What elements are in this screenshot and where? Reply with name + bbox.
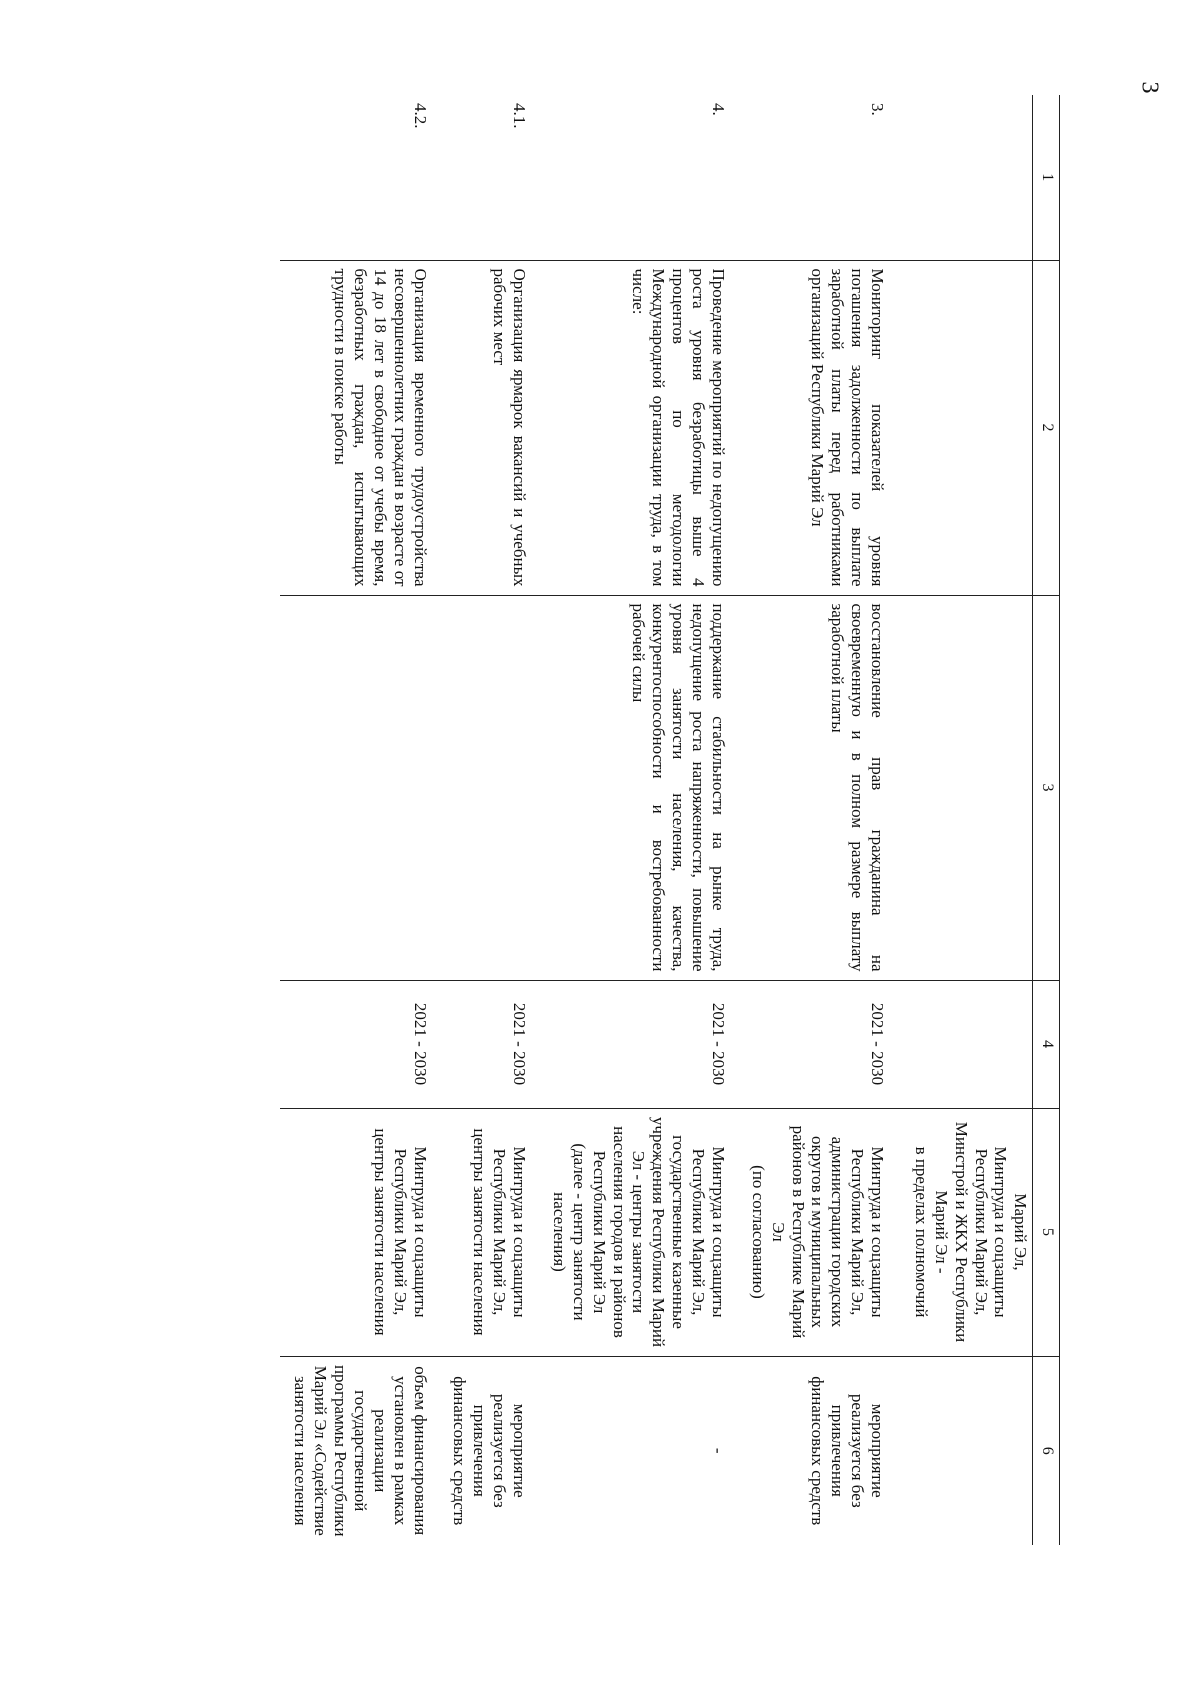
row-number: 4.2. xyxy=(410,103,430,129)
column-header: 2 xyxy=(1033,260,1060,595)
rotated-table-wrapper xyxy=(180,95,1060,1545)
row-number: 3. xyxy=(868,103,888,116)
column-header: 3 xyxy=(1033,595,1060,980)
measure-cell: Организация временного трудоустройства несовершеннолетних граждан в возрасте от 14 до 18 лет в свободное от учебы время, безработных граждан, испытывающих трудности в поиске работы xyxy=(280,260,439,595)
table-row xyxy=(897,95,1033,1545)
period-cell: 2021 - 2030 xyxy=(539,980,738,1108)
column-header-row xyxy=(1033,95,1060,1545)
executors-line: Минтруда и соцзащиты Республики Марий Эл, центры занятости населения xyxy=(370,1128,430,1336)
column-header: 1 xyxy=(1033,95,1060,260)
executors-cell xyxy=(440,1108,540,1356)
executors-cell xyxy=(280,1108,439,1356)
row-number: 4.1. xyxy=(510,103,530,129)
financing-cell: - xyxy=(539,1356,738,1545)
measures-table xyxy=(280,95,1060,1545)
period-cell: 2021 - 2030 xyxy=(280,980,439,1108)
row-number: 4. xyxy=(708,103,728,116)
period-cell: 2021 - 2030 xyxy=(440,980,540,1108)
column-header: 4 xyxy=(1033,980,1060,1108)
table-row xyxy=(440,95,540,1545)
row-number xyxy=(897,95,1033,260)
executors-line: Марий Эл, Минтруда и соцзащиты Республики Марий Эл, Минстрой и ЖКХ Республики Марий Эл - в пределах полномочий xyxy=(911,1121,1031,1343)
financing-cell xyxy=(897,1356,1033,1545)
table-row xyxy=(738,95,897,1545)
result-cell xyxy=(897,595,1033,980)
result-cell xyxy=(280,595,439,980)
measure-cell: Мониторинг показателей уровня погашения задолженности по выплате заработной платы перед работниками организаций Республики Марий Эл xyxy=(738,260,897,595)
column-header: 6 xyxy=(1033,1356,1060,1545)
measure-cell: Проведение мероприятий по недопущению роста уровня безработицы выше 4 процентов по методологии Международной организации труда, в том числе: xyxy=(539,260,738,595)
table-row xyxy=(539,95,738,1545)
financing-cell: мероприятие реализуется без привлечения финансовых средств xyxy=(738,1356,897,1545)
executors-cell xyxy=(897,1108,1033,1356)
table-row xyxy=(280,95,439,1545)
executors-line: Минтруда и соцзащиты Республики Марий Эл, центры занятости населения xyxy=(470,1128,530,1336)
financing-cell: мероприятие реализуется без привлечения финансовых средств xyxy=(440,1356,540,1545)
page-number: 3 xyxy=(1136,81,1163,94)
financing-cell: объем финансирования установлен в рамках реализации государственной программы Республики Марий Эл «Содействие занятости населения xyxy=(280,1356,439,1545)
result-cell: поддержание стабильности на рынке труда, недопущение роста напряженности, повышение уровня занятости населения, качества, конкурентоспособности и востребованности рабочей силы xyxy=(539,595,738,980)
result-cell: восстановление прав гражданина на своевременную и в полном размере выплату заработной платы xyxy=(738,595,897,980)
executors-line: Минтруда и соцзащиты Республики Марий Эл, государственные казенные учреждения Республики Марий Эл - центры занятости населения городов и районов Республики Марий Эл (далее - центр занятости населения) xyxy=(549,1116,728,1348)
result-cell xyxy=(440,595,540,980)
period-cell xyxy=(897,980,1033,1108)
executors-line: Минтруда и соцзащиты Республики Марий Эл, администрации городских округов и муниципальных районов в Республике Марий Эл (по согласованию) xyxy=(748,1125,888,1339)
executors-cell xyxy=(539,1108,738,1356)
executors-cell xyxy=(738,1108,897,1356)
column-header: 5 xyxy=(1033,1108,1060,1356)
period-cell: 2021 - 2030 xyxy=(738,980,897,1108)
measure-cell: Организация ярмарок вакансий и учебных рабочих мест xyxy=(440,260,540,595)
measure-cell xyxy=(897,260,1033,595)
